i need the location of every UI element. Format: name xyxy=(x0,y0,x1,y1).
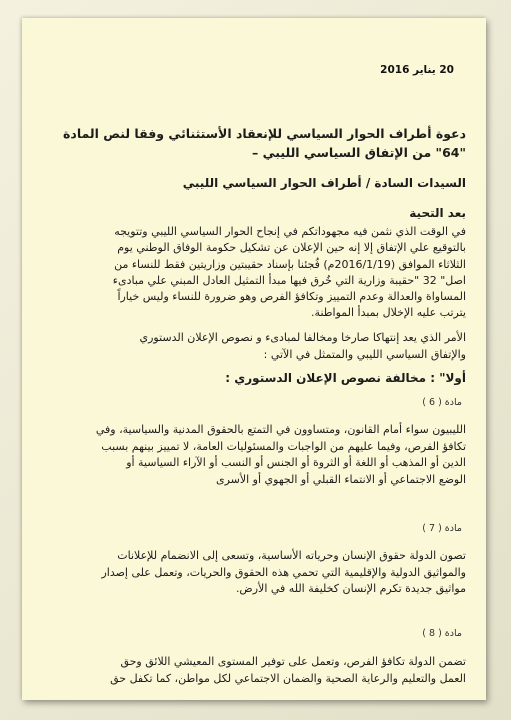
paragraph-line: اصل" 32 "حقيبة وزارية التي خُرق فيها مبدأ التمثيل العادل المبني علي مبادىء xyxy=(112,273,466,287)
article-8-label: مادة ( 8 ) xyxy=(422,628,462,639)
article-line: العمل والتعليم والرعاية الصحية والضمان الاجتماعي لكل مواطن، كما تكفل حق xyxy=(110,671,466,685)
article-7-text xyxy=(40,548,466,598)
paragraph-line: والإتفاق السياسي الليبي والمتمثل في الآتي : xyxy=(263,348,466,361)
paragraph-line: بالتوقيع علي الإتفاق إلا إنه حين الإعلان عن تشكيل حكومة الوفاق الوطني يوم xyxy=(117,241,466,255)
document-page xyxy=(22,18,486,700)
section-heading: أولا" : مخالفة نصوص الإعلان الدستوري : xyxy=(225,371,466,385)
article-line: الوضع الاجتماعي أو الانتماء القبلي أو الجهوي أو الأسرى xyxy=(215,472,466,486)
article-line: والمواثيق الدولية والإقليمية التي تحمي هذه الحقوق والحريات، وتعمل على إصدار xyxy=(101,565,466,579)
greeting: بعد التحية xyxy=(409,206,466,220)
article-line: الدين أو المذهب أو اللغة أو الثروة أو الجنس أو النسب أو الآراء السياسية أو xyxy=(126,456,466,469)
article-8-text xyxy=(40,654,466,687)
article-line: مواثيق جديدة تكرم الإنسان كخليفة الله في الأرض. xyxy=(235,582,466,595)
article-6-label: مادة ( 6 ) xyxy=(422,397,462,408)
paragraph-violation xyxy=(40,329,466,363)
article-6-text xyxy=(40,422,466,488)
paragraph-line: الثلاثاء الموافق (2016/1/19م) فُجئنا بإسناد حقيبتين وزاريتين فقط للنساء من xyxy=(114,257,466,271)
paragraph-intro xyxy=(40,224,466,322)
article-line: تصون الدولة حقوق الإنسان وحرياته الأساسية، وتسعى إلى الانضمام للإعلانات xyxy=(117,549,466,562)
article-line: تكافؤ الفرص، وفيما عليهم من الواجبات والمسئوليات العامة، لا تمييز بينهم بسبب xyxy=(101,439,466,453)
addressee: السيدات السادة / أطراف الحوار السياسي الليبي xyxy=(182,176,466,190)
article-line: الليبيون سواء أمام القانون، ومتساوون في التمتع بالحقوق المدنية والسياسية، وفي xyxy=(95,423,466,436)
article-7-label: مادة ( 7 ) xyxy=(422,523,462,534)
document-title: دعوة أطراف الحوار السياسي للإنعقاد الأستثنائي وفقا لنص المادة "64" من الإتفاق السياسي الليبي – xyxy=(63,126,466,160)
paragraph-line: الأمر الذي يعد إنتهاكا صارخا ومخالفا لمبادىء و نصوص الإعلان الدستوري xyxy=(139,331,466,344)
paragraph-line: يترتب عليه الإخلال بمبدأ المواطنة. xyxy=(311,306,466,320)
paragraph-line: المساواة والعدالة وعدم التمييز وتكافؤ الفرص وهو ضرورة للنساء وليس خياراً xyxy=(117,290,466,304)
document-date: 20 يناير 2016 xyxy=(380,64,454,76)
paragraph-line: في الوقت الذي نثمن فيه مجهوداتكم في إنجاح الحوار السياسي الليبي وتتويجه xyxy=(114,225,466,238)
article-line: تضمن الدولة تكافؤ الفرص، وتعمل على توفير المستوى المعيشي اللائق وحق xyxy=(120,655,466,668)
